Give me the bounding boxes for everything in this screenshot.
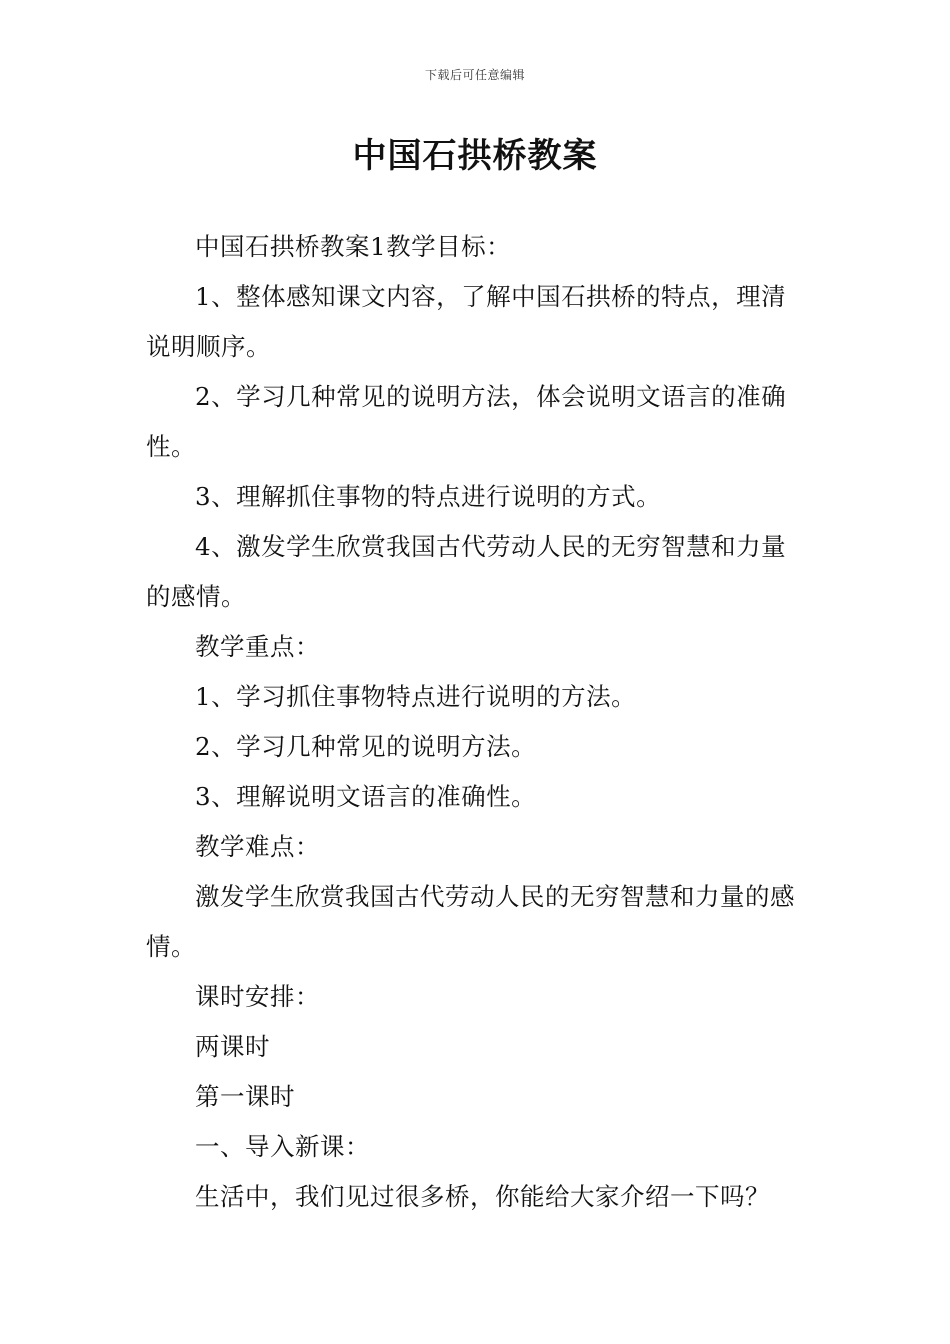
paragraph-schedule: 两课时 (195, 1032, 270, 1061)
paragraph-first-lesson: 第一课时 (195, 1082, 295, 1111)
header-note: 下载后可任意编辑 (424, 68, 525, 82)
paragraph-objective-2: 2、学习几种常见的说明方法，体会说明文语言的准确性。 (146, 382, 787, 461)
paragraph-objective-1: 1、整体感知课文内容，了解中国石拱桥的特点，理清说明顺序。 (146, 282, 787, 361)
paragraph-intro-heading: 一、导入新课： (195, 1132, 370, 1161)
paragraph-key-point-1: 1、学习抓住事物特点进行说明的方法。 (195, 682, 637, 711)
paragraph-objective-4: 4、激发学生欣赏我国古代劳动人民的无穷智慧和力量的感情。 (146, 532, 787, 611)
paragraph-schedule-heading: 课时安排： (195, 982, 320, 1011)
paragraph-key-point-2: 2、学习几种常见的说明方法。 (195, 732, 537, 761)
paragraph-difficulty: 激发学生欣赏我国古代劳动人民的无穷智慧和力量的感情。 (146, 882, 795, 961)
paragraph-key-points-heading: 教学重点： (195, 632, 320, 661)
document-title: 中国石拱桥教案 (352, 136, 598, 176)
paragraph-intro-question: 生活中，我们见过很多桥，你能给大家介绍一下吗？ (195, 1182, 770, 1211)
paragraph-objectives-heading: 中国石拱桥教案1教学目标： (195, 232, 512, 261)
document-body (146, 222, 810, 1222)
paragraph-key-point-3: 3、理解说明文语言的准确性。 (195, 782, 537, 811)
paragraph-objective-3: 3、理解抓住事物的特点进行说明的方式。 (195, 482, 662, 511)
paragraph-difficulty-heading: 教学难点： (195, 832, 320, 861)
